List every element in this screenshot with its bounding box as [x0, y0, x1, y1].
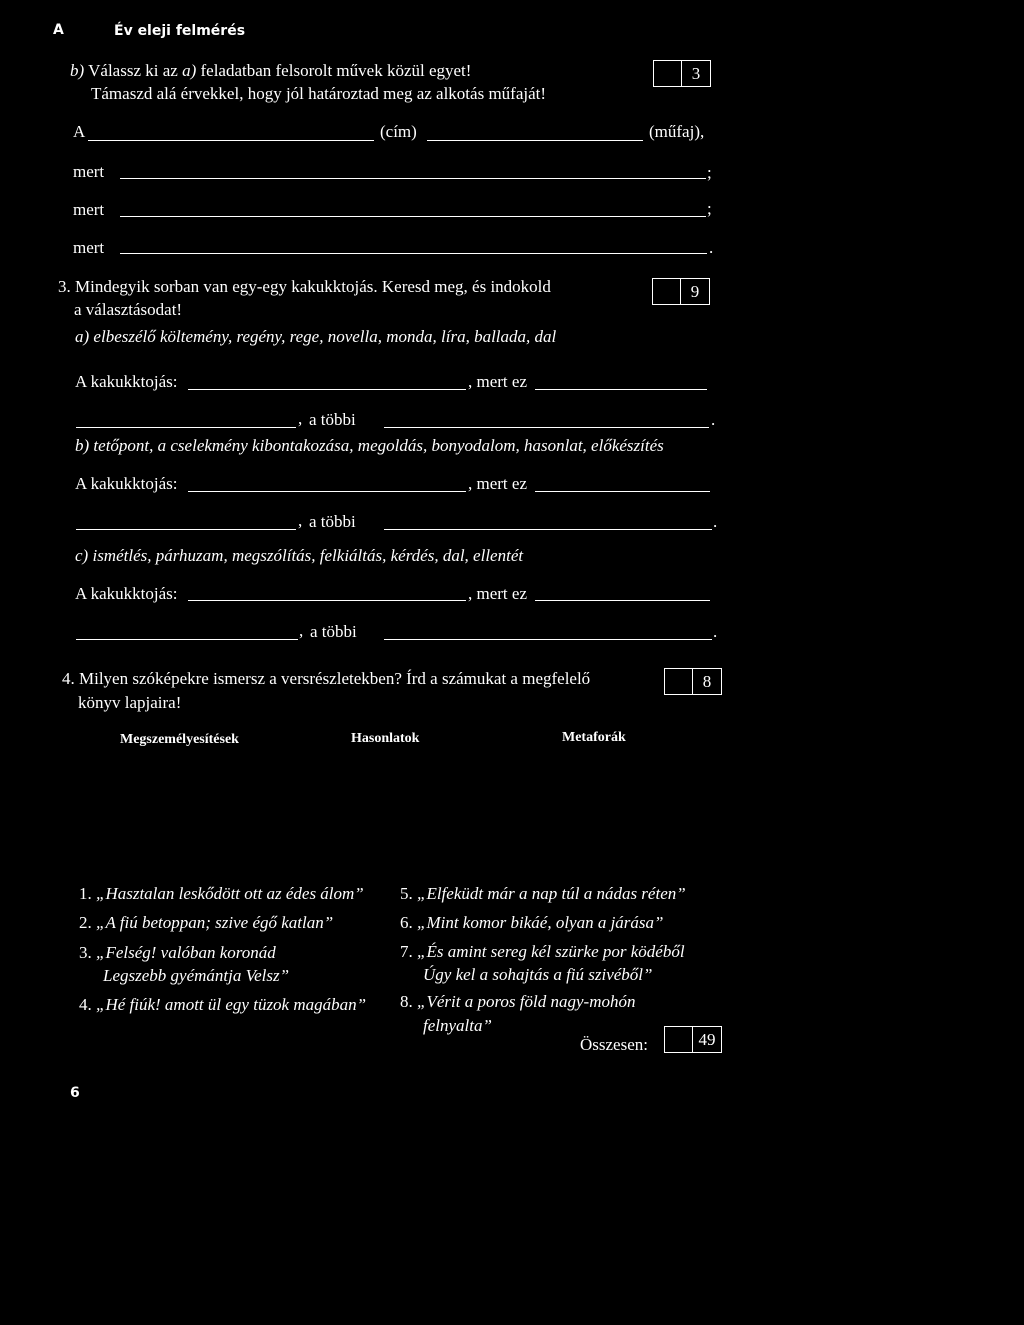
title-answer-line[interactable]	[88, 140, 374, 141]
quote-3-line2: Legszebb gyémántja Velsz”	[103, 966, 290, 985]
task2b-score-box	[653, 60, 711, 87]
page-title: Év eleji felmérés	[114, 23, 246, 39]
tobbi-answer-c[interactable]	[384, 639, 712, 640]
task4-heading-line2: könyv lapjaira!	[78, 693, 182, 712]
tobbi-label-c: a többi	[310, 622, 357, 641]
genre-answer-line[interactable]	[427, 140, 643, 141]
title-prefix-label: A	[73, 122, 86, 141]
total-max-points: 49	[693, 1026, 722, 1053]
reason-answer-b[interactable]	[535, 491, 710, 492]
tobbi-answer-b[interactable]	[384, 529, 712, 530]
kakukk-label-b: A kakukktojás:	[75, 474, 178, 493]
quote-7-line2: Úgy kel a sohajtás a fiú szivéből”	[423, 965, 653, 984]
kakukk-answer-b[interactable]	[188, 491, 466, 492]
tobbi-label-a: a többi	[309, 410, 356, 429]
task3-score-box	[652, 278, 710, 305]
reason-answer-a[interactable]	[535, 389, 707, 390]
quote-2: 2. „A fiú betoppan; szive égő katlan”	[79, 913, 334, 932]
task2b-line1: b) Válassz ki az a) feladatban felsorolt művek közül egyet!	[70, 61, 472, 80]
kakukk-answer-c[interactable]	[188, 600, 466, 601]
mert-label-1: mert	[73, 162, 105, 181]
task3a-words: a) elbeszélő költemény, regény, rege, novella, monda, líra, ballada, dal	[75, 327, 557, 346]
kakukk-answer-a[interactable]	[188, 389, 466, 390]
reason-cont-c[interactable]	[76, 639, 298, 640]
reason-cont-a[interactable]	[76, 427, 296, 428]
section-letter: A	[53, 22, 64, 38]
task3c-words: c) ismétlés, párhuzam, megszólítás, felkiáltás, kérdés, dal, ellentét	[75, 546, 524, 565]
mert-ez-c: , mert ez	[468, 584, 527, 603]
task3b-words: b) tetőpont, a cselekmény kibontakozása, megoldás, bonyodalom, hasonlat, előkészítés	[75, 436, 664, 455]
mert-label-3: mert	[73, 238, 105, 257]
reason-answer-c[interactable]	[535, 600, 710, 601]
reason-line-3[interactable]	[120, 253, 707, 254]
task2b-label: b)	[70, 61, 85, 80]
quote-4: 4. „Hé fiúk! amott ül egy tüzok magában”	[79, 995, 367, 1014]
task4-heading: 4. Milyen szóképekre ismersz a versrészletekben? Írd a számukat a megfelelő	[62, 669, 591, 688]
total-label: Összesen:	[580, 1035, 648, 1054]
task4-score-box	[664, 668, 722, 695]
task2b-line2: Támaszd alá érvekkel, hogy jól határoztad meg az alkotás műfaját!	[91, 84, 547, 103]
mert-ez-a: , mert ez	[468, 372, 527, 391]
tobbi-answer-a[interactable]	[384, 427, 709, 428]
reason-cont-b[interactable]	[76, 529, 296, 530]
quote-8-line2: felnyalta”	[423, 1016, 492, 1035]
tobbi-label-b: a többi	[309, 512, 356, 531]
score-input-box[interactable]	[653, 60, 682, 87]
column-metaforak: Metaforák	[562, 730, 626, 745]
score-input-box[interactable]	[652, 278, 681, 305]
mert-ez-b: , mert ez	[468, 474, 527, 493]
column-hasonlatok: Hasonlatok	[351, 731, 420, 746]
total-score-box	[664, 1026, 722, 1053]
max-points: 3	[682, 60, 711, 87]
task3-heading: 3. Mindegyik sorban van egy-egy kakukktojás. Keresd meg, és indokold	[58, 277, 551, 296]
score-input-box[interactable]	[664, 1026, 693, 1053]
quote-1: 1. „Hasztalan leskődött ott az édes álom”	[79, 884, 364, 903]
reason-line-2[interactable]	[120, 216, 706, 217]
reason-line-1[interactable]	[120, 178, 706, 179]
quote-3: 3. „Felség! valóban koronád	[79, 943, 276, 962]
task3-heading-line2: a választásodat!	[74, 300, 183, 319]
quote-7: 7. „És amint sereg kél szürke por ködéből	[400, 942, 685, 961]
column-megszemelyesitesek: Megszemélyesítések	[120, 732, 239, 747]
cim-label: (cím)	[380, 122, 417, 141]
kakukk-label-c: A kakukktojás:	[75, 584, 178, 603]
mert-label-2: mert	[73, 200, 105, 219]
kakukk-label-a: A kakukktojás:	[75, 372, 178, 391]
quote-6: 6. „Mint komor bikáé, olyan a járása”	[400, 913, 664, 932]
quote-5: 5. „Elfeküdt már a nap túl a nádas réten”	[400, 884, 686, 903]
page-number: 6	[70, 1085, 80, 1101]
quote-8: 8. „Vérit a poros föld nagy-mohón	[400, 992, 636, 1011]
mufaj-label: (műfaj),	[649, 122, 705, 141]
max-points: 8	[693, 668, 722, 695]
max-points: 9	[681, 278, 710, 305]
score-input-box[interactable]	[664, 668, 693, 695]
